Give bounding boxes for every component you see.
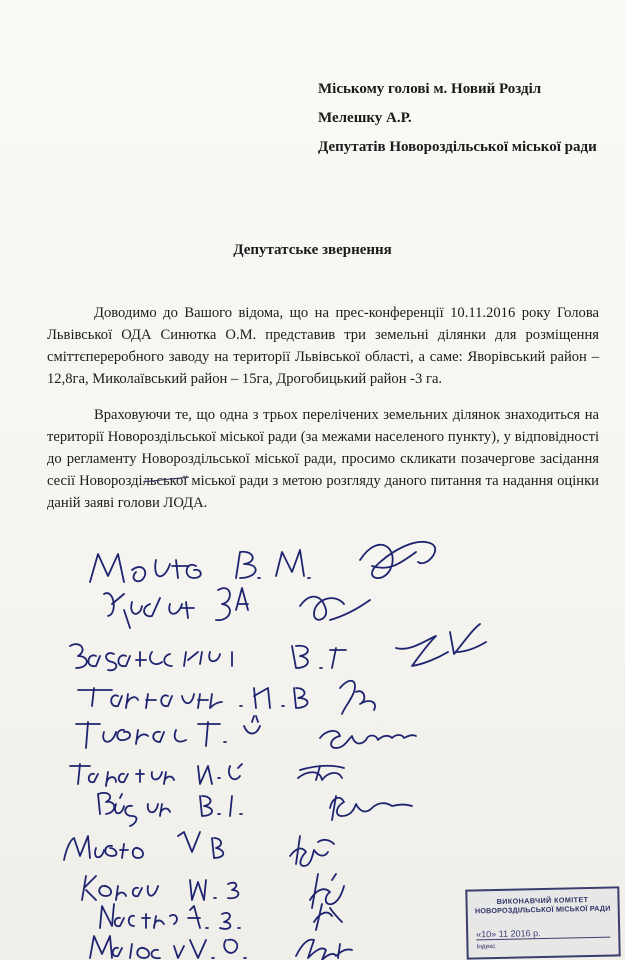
stamp-line-1: ВИКОНАВЧИЙ КОМІТЕТ <box>496 895 589 906</box>
stamp-date: «10» 11 2016 р. <box>476 927 610 941</box>
addressee-line-1: Міському голові м. Новий Розділ <box>318 81 542 97</box>
paragraph-1: Доводимо до Вашого відома, що на прес-конференції 10.11.2016 року Голова Львівської ОДА Синютка О.М. представив три земельні ділянки для розміщення сміттєпереробного заводу на території Львівської області, а саме: Яворівський район – 12,8га, Миколаївський район – 15га, Дрогобицький район -3 га. <box>47 305 599 387</box>
signature-9-mark <box>310 874 344 908</box>
signature-3-name <box>70 644 346 670</box>
addressee-line-2: Мелешку А.Р. <box>318 110 412 126</box>
signature-3-mark <box>396 624 486 666</box>
signature-4-mark <box>340 681 375 714</box>
document-title: Депутатське звернення <box>233 242 392 258</box>
signature-2-name <box>104 588 248 628</box>
official-stamp <box>465 886 620 959</box>
signature-1-mark <box>360 542 435 578</box>
signature-7-mark <box>330 796 412 820</box>
signature-6-name <box>70 764 242 786</box>
stamp-line-2: НОВОРОЗДІЛЬСЬКОЇ МІСЬКОЇ РАДИ <box>474 903 611 916</box>
stamp-index: Індекс <box>476 943 496 951</box>
signature-1-name <box>90 550 310 582</box>
signature-11-name <box>90 936 246 958</box>
signature-7-name <box>98 793 242 826</box>
signature-8-mark <box>290 836 334 866</box>
signature-9-name <box>82 876 238 900</box>
signature-2-mark <box>300 597 370 620</box>
signature-6-mark <box>298 766 344 780</box>
signature-10-mark <box>314 904 342 930</box>
signature-10-name <box>100 904 240 929</box>
signature-5-mark <box>320 731 416 748</box>
signature-11-mark <box>296 940 352 960</box>
signature-4-name <box>78 688 308 708</box>
addressee-line-3: Депутатів Новороздільської міської ради <box>318 139 597 155</box>
signature-8-name <box>64 832 223 860</box>
signature-5-name <box>76 716 260 748</box>
paragraph-2: Враховуючи те, що одна з трьох перелічених земельних ділянок знаходиться на території Новороздільської міської ради (за межами населеного пункту), у відповідності до регламенту Новороздільської міської ради, просимо скликати позачергове засідання сесії Новороздільської міської ради з метою розгляду даного питання та надання оцінки даній заяві голови ЛОДА. <box>47 407 599 511</box>
